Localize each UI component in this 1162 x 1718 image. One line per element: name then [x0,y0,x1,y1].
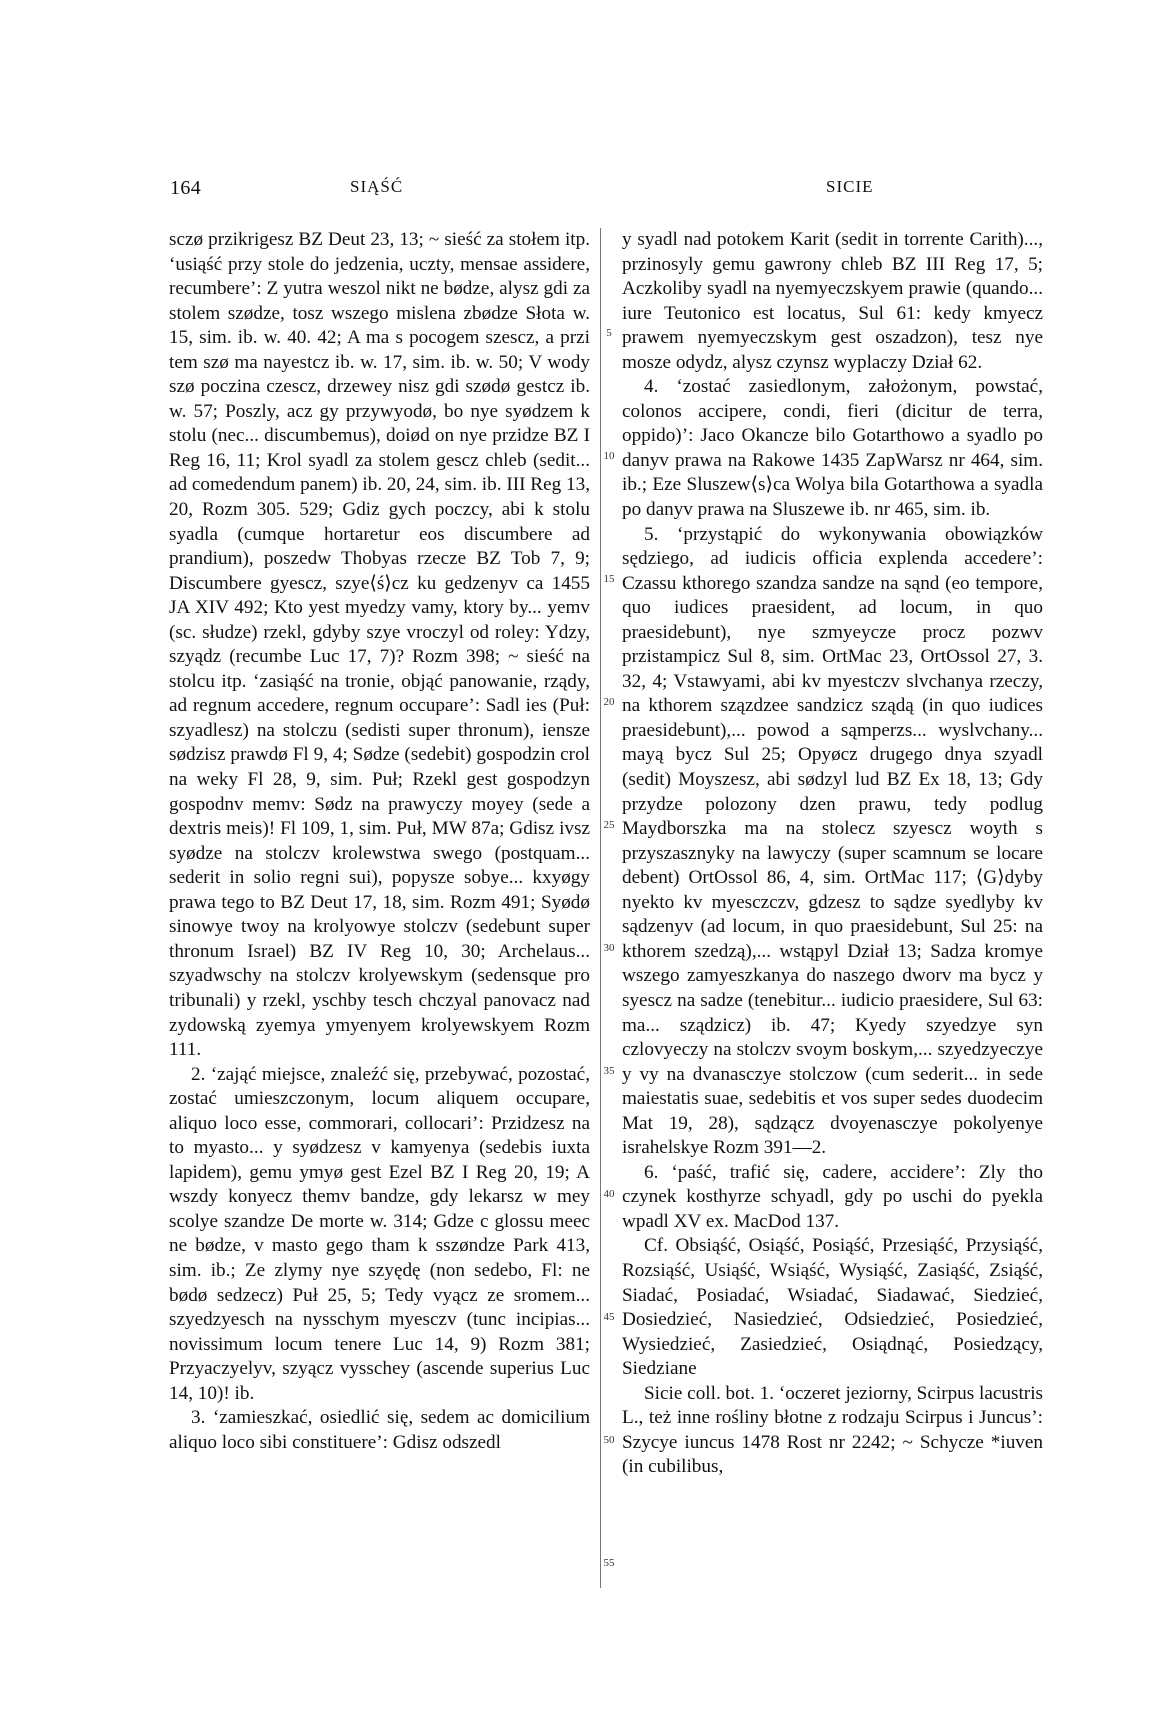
entry-sense-4: 4. ‘zostać zasiedlonym, założonym, powstać, colonos accipere, condi, fieri (dicitur de terra, oppido)’: Jaco Okancze bilo Gotarthowo a syadlo po danyv prawa na Rakowe 1435 ZapWarsz nr 464, sim. ib.; Eze Sluszew⟨s⟩ca Wolya bila Gotarthowa a syadla po danyv prawa na Sluszewe ib. nr 465, sim. ib. [622,376,1043,521]
line-number: 20 [603,696,615,708]
line-number: 35 [603,1065,615,1077]
left-column [169,228,590,1455]
entry-sense-6: 6. ‘paść, trafić się, cadere, accidere’: Zly tho czynek kosthyrze schyadl, gdy po uschi do pyekla wpadl XV ex. MacDod 137. [622,1161,1043,1232]
line-number: 55 [603,1557,615,1569]
entry-sense-5: 5. ‘przystąpić do wykonywania obowiązków sędziego, ad iudicis officia explenda accedere’: Czassu kthorego szandza sandze na sąnd (eo tempore, quo iudices praesident, ad locum, in quo praesidebunt), nye szmyeycze procz pozwv przistampicz Sul 8, sim. OrtMac 23, OrtOssol 27, 3. 32, 4; Vstawyami, abi kv myestczv slvchanya rzeczy, na kthorem szązdzee sandzicz sządą (in quo iudices praesidebunt),... powod a sąmperzs... wyslvchany... mayą bycz Sul 25; Opyøcz drugego dnya szyadl (sedit) Moyszesz, abi sødzyl lud BZ Ex 18, 13; Gdy przydze polozony dzen prawu, tedy podlug Maydborszka ma na stolecz szyescz woyth s przyszasznyky na lawyczy (super scamnum se locare debent) OrtOssol 86, 4, sim. OrtMac 117; ⟨G⟩dyby nyekto kv myesczczv, gdzesz to sądze syedlyby kv sądzenyv (ad locum, in quo praesidebunt, Sul 25: na kthorem szedzą),... wstąpyl Dział 13; Sadza kromye wszego zamyeszkanya do naszego dworv ma bycz y syescz na sadze (tenebitur... iudicio praesidere, Sul 63: ma... sządzicz) ib. 47; Kyedy szyedzye syn czlovyeczy na stolczv svoym boskym,... szyedzyeczye y vy na dvanasczye stolczow (cum sederit... in sede maiestatis suae, sedebitis et vos super sedes duodecim Mat 19, 28), sądzącz dvoyenasczye pokolyenye israhelskye Rozm 391—2. [622,523,1043,1159]
line-number: 50 [603,1434,615,1446]
column-divider [600,228,601,1588]
line-number: 45 [603,1311,615,1323]
entry-sense-2: 2. ‘zająć miejsce, znaleźć się, przebywać, pozostać, zostać umieszczonym, locum aliquem occupare, aliquo loco esse, commorari, collocari’: Przidzesz na to myasto... y syødzesz v kamyenya (sedebis iuxta lapidem), gemu ymyø gest Ezel BZ I Reg 20, 19; A wszdy konyecz themv bandze, gdy lekarsz w mey scolye szandze De morte w. 314; Gdze c glossu meec ne bødze, v masto gego tham k sszøndze Park 413, sim. ib.; Ze zlymy nye szyędę (non sedebo, Fl: ne bødø sedzecz) Puł 25, 5; Tedy vyącz ze sromem... szyedzyesch na nysschym myesczv (tunc incipias... novissimum locum tenere Luc 14, 9) Rozm 381; Przyaczyelyv, szyącz vysschey (ascende superius Luc 14, 10)! ib. [169,1063,590,1404]
line-number: 30 [603,942,615,954]
line-number: 15 [603,573,615,585]
line-number: 5 [606,327,612,339]
line-number: 25 [603,819,615,831]
entry-sicie: Sicie coll. bot. 1. ‘oczeret jeziorny, Scirpus lacustris L., też inne rośliny błotne z rodzaju Scirpus i Juncus’: Szycye iuncus 1478 Rost nr 2242; ~ Schycze *iuven (in cubilibus, [622,1382,1043,1478]
cross-references: Cf. Obsiąść, Osiąść, Posiąść, Przesiąść, Przysiąść, Rozsiąść, Usiąść, Wsiąść, Wysiąść, Zasiąść, Zsiąść, Siadać, Posiadać, Wsiadać, Siadawać, Siedzieć, Dosiedzieć, Nasiedzieć, Odsiedzieć, Posiedzieć, Wysiedzieć, Zasiedzieć, Osiądnąć, Posiedzący, Siedziane [622,1235,1043,1380]
entry-sense-3: 3. ‘zamieszkać, osiedlić się, sedem ac domicilium aliquo loco sibi constituere’: Gdisz odszedl [169,1407,590,1453]
right-column [622,228,1043,1480]
entry-paragraph: y syadl nad potokem Karit (sedit in torrente Carith)..., przinosyly gemu gawrony chleb BZ III Reg 17, 5; Aczkoliby syadl na nyemyeczskyem prawie (quando... iure Teutonico est locatus, Sul 61: kedy kmyecz prawem nyemyeczskym gest oszadzon), tesz nye mosze odydz, alysz czynsz wyplaczy Dział 62. [622,229,1043,373]
running-head-left: SIĄŚĆ [350,177,404,196]
line-number: 10 [603,450,615,462]
entry-paragraph: sczø przikrigesz BZ Deut 23, 13; ~ sieść za stołem itp. ‘usiąść przy stole do jedzenia, uczty, mensae assidere, recumbere’: Z yutra weszol nikt ne bødze, alysz gdi za stolem szødze, tosz wszego mislena zbødze Słota w. 15, sim. ib. w. 40. 42; A ma s pocogem szescz, a przi tem szø ma nayestcz ib. w. 17, sim. ib. w. 50; V wody szø poczina czescz, drzewey nisz gdi szødø gestcz ib. w. 57; Poszly, acz gy przywyodø, bo nye syødzem k stolu (nec... discumbemus), doiød on nye przidze BZ I Reg 16, 11; Krol syadl za stolem gescz chleb (sedit... ad comedendum panem) ib. 20, 24, sim. ib. III Reg 13, 20, Rozm 305. 529; Gdiz gych poczcy, abi k stolu syadla (cumque hortaretur eos discumbere ad prandium), poszedw Thobyas rzecze BZ Tob 7, 9; Discumbere gyescz, szye⟨ś⟩cz ku gedzenyv ca 1455 JA XIV 492; Kto yest myedzy vamy, ktory by... yemv (sc. słudze) rzekl, gdyby szye vroczyl od roley: Ydzy, szyądz (recumbe Luc 17, 7)? Rozm 398; ~ sieść na stolcu itp. ‘zasiąść na tronie, objąć panowanie, rządy, ad regnum accedere, regnum occupare’: Sadl ies (Puł: szyadlesz) na stolczu (sedisti super thronum), iensze sødzisz prawdø Fl 9, 4; Sødze (sedebit) gospodzin crol na weky Fl 28, 9, sim. Puł; Rzekl gest gospodzyn gospodnv memv: Sødz na prawyczy moyey (sede a dextris meis)! Fl 109, 1, sim. Puł, MW 87a; Gdisz ivsz syødze na stolczv krolewstwa swego (postquam... sederit in solio regni sui), popysze sobye... kxyøgy prawa tego to BZ Deut 17, 18, sim. Rozm 491; Syødø sinowye twoy na krolyowye stolczv (sedebunt super thronum Israel) BZ IV Reg 10, 30; Archelaus... szyadwschy na stolczv krolyewskym (sedensque pro tribunali) y rzekl, yschby tesch chczyal panovacz nad zydowską zyemya ymyenyem krolyewskyem Rozm 111. [169,229,590,1061]
running-head-right: SICIE [826,177,874,196]
page-number: 164 [170,177,202,199]
line-number: 40 [603,1188,615,1200]
